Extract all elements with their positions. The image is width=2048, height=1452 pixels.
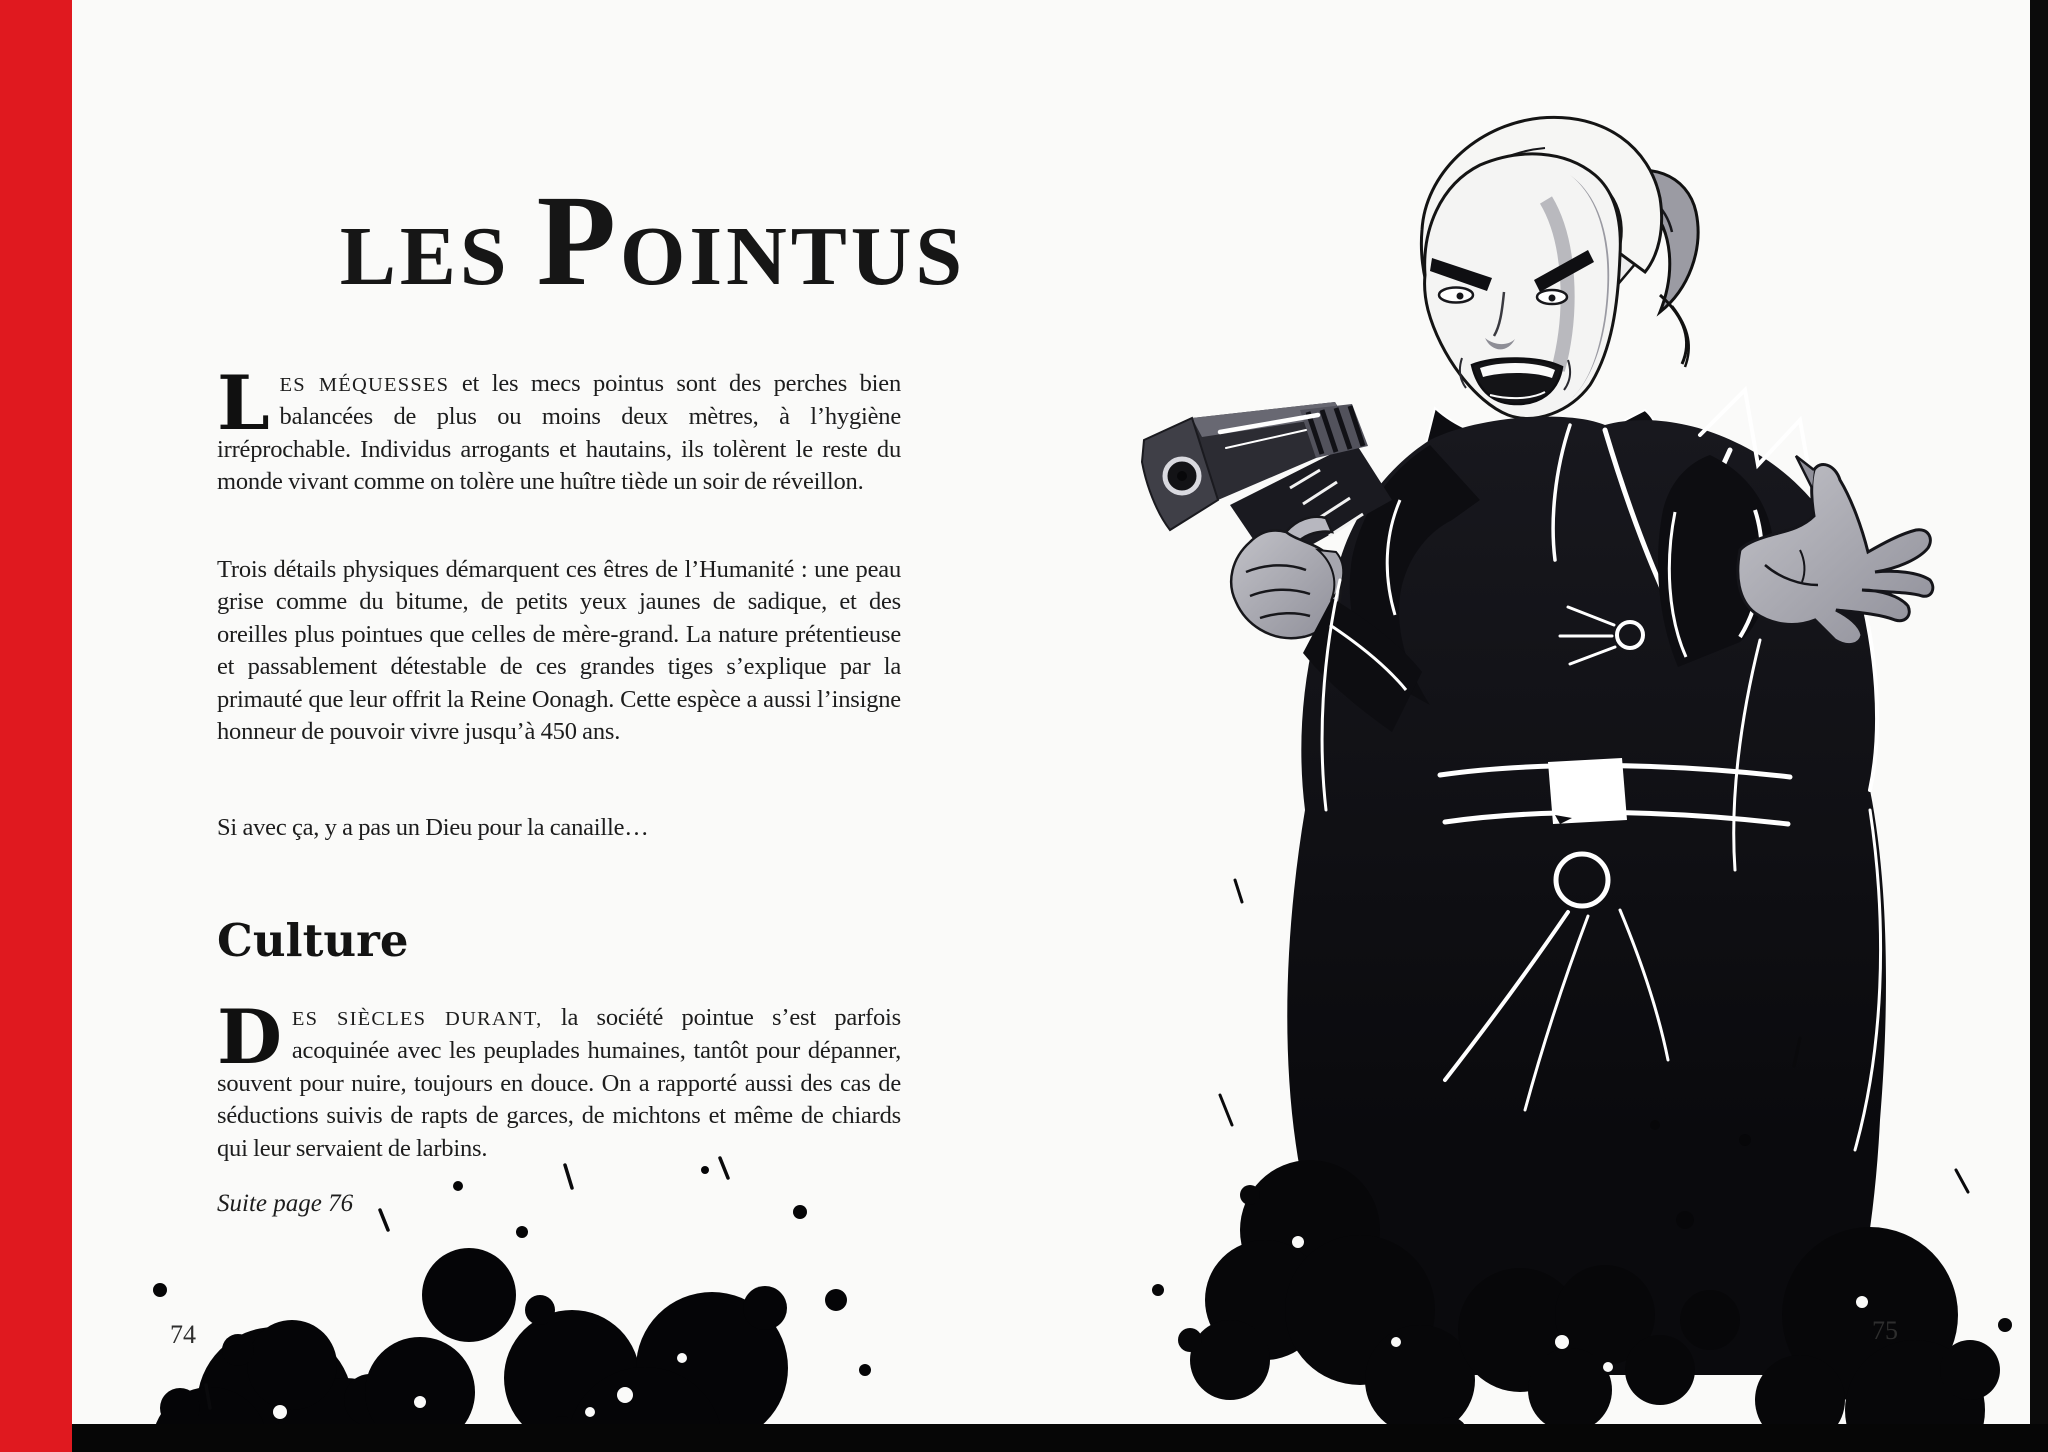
bottom-bar xyxy=(0,1424,2048,1452)
page-number-left: 74 xyxy=(170,1320,196,1349)
physique-text: Trois détails physiques démarquent ces êtres de l’Humanité : une peau grise comme du bitume, de petits yeux jaunes de sadique, et des oreilles plus pointues que celles de mère-grand. La nature prétentieuse et passablement détestable de ces grandes tiges s’explique par la primauté que leur offrit la Reine Oonagh. Cette espèce a aussi l’insigne honneur de pouvoir vivre jusqu’à 450 ans. xyxy=(217,556,901,746)
page-title xyxy=(333,169,973,313)
face xyxy=(1425,154,1621,418)
page-number-right: 75 xyxy=(1872,1316,1898,1345)
culture-leadin: ES SIÈCLES DURANT, xyxy=(291,1008,543,1030)
intro-leadin: ES MÉQUESSES xyxy=(279,374,450,396)
aside-line xyxy=(217,812,901,844)
title-initial: P xyxy=(536,169,621,313)
reader-accent-bar xyxy=(0,0,72,1452)
intro-paragraph xyxy=(217,359,901,499)
dropcap-L: L xyxy=(217,359,270,447)
page-edge-strip xyxy=(2030,0,2048,1452)
dropcap-D: D xyxy=(217,993,282,1081)
belt-buckle xyxy=(1548,758,1627,824)
continuation-note: Suite page 76 xyxy=(217,1190,354,1217)
aside-text: Si avec ça, y a pas un Dieu pour la canaille… xyxy=(217,814,649,841)
title-lead: LES xyxy=(339,210,511,303)
illustration-elf-woman-pistol xyxy=(1100,80,2030,1452)
physique-paragraph xyxy=(217,554,901,748)
title-rest: OINTUS xyxy=(620,210,967,303)
intro-text: et les mecs pointus sont des perches bien balancées de plus ou moins deux mètres, à l’hygiène irréprochable. Individus arrogants et hautains, ils tolèrent le reste du monde vivant comme on tolère une huître tiède un soir de réveillon. xyxy=(217,370,901,496)
section-heading-culture: Culture xyxy=(217,914,409,967)
culture-paragraph xyxy=(217,993,901,1165)
culture-text: la société pointue s’est parfois acoquinée avec les peuplades humaines, tantôt pour dépanner, souvent pour nuire, toujours en douce. On a rapporté aussi des cas de séductions suivis de rapts de garces, de michtons et même de chiards qui leur servaient de larbins. xyxy=(217,1004,901,1162)
